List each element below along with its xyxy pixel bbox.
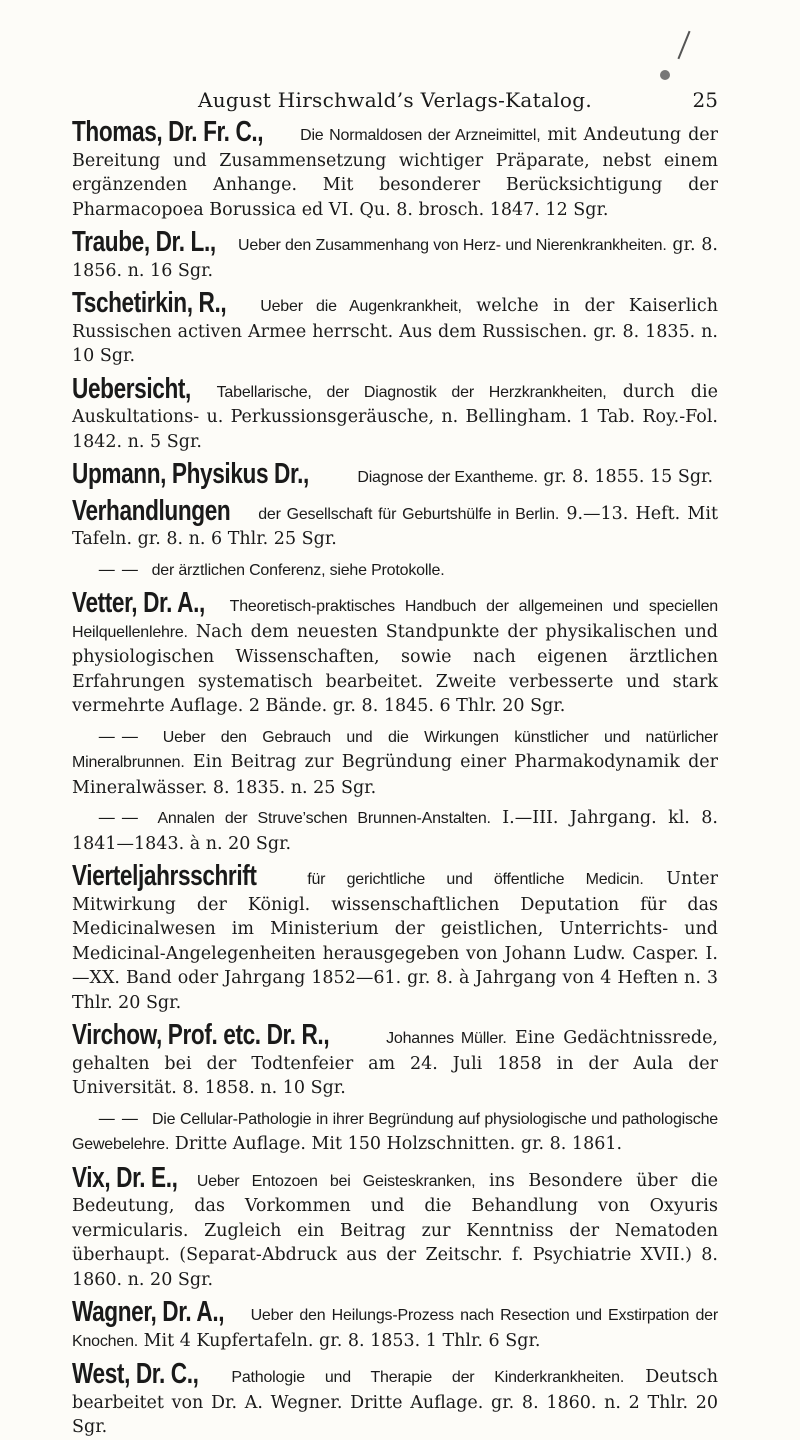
entry-details: Mit 4 Kupfertafeln. gr. 8. 1853. 1 Thlr. 6 Sgr. [143,1330,541,1351]
entry-title: Tabellarische, der Diagnostik der Herzkrankheiten, [216,383,607,401]
entry-title: Annalen der Struve’schen Brunnen-Anstalten. [157,810,491,827]
entry-details: ins Besondere über die Bedeutung, das Vorkommen und die Behandlung von Oxyuris vermicularis. Zugleich ein Beitrag zur Kenntniss der Nematoden überhaupt. (Separat-Abdruck aus der Zeitschr. f. Psychiatrie XVII.) 8. 1860. n. 20 Sgr. [72,1170,718,1290]
page-number: 25 [692,88,718,112]
entry-details: mit Andeutung der Bereitung und Zusammensetzung wichtiger Präparate, nebst einem ergänzenden Anhange. Mit besonderer Berücksichtigung der Pharmacopoea Borussica ed VI. Qu. 8. brosch. 1847. 12 Sgr. [72,125,718,220]
catalog-sub-entry [72,1107,718,1158]
entry-title: Pathologie und Therapie der Kinderkrankheiten. [231,1369,625,1386]
entry-title: Die Cellular-Pathologie in ihrer Begründung auf physiologische und pathologische Gewebelehre. [72,1110,718,1153]
entry-author: Vetter, Dr. A., [72,587,205,619]
entry-author: Upmann, Physikus Dr., [72,458,309,490]
entry-author: Wagner, Dr. A., [72,1296,225,1328]
entry-title: Ueber den Gebrauch und die Wirkungen künstlicher und natürlicher Mineralbrunnen. [72,728,718,771]
page-title: August Hirschwald’s Verlags-Katalog. [197,88,592,112]
catalog-entries [72,116,718,1440]
ditto-dash: — — [98,1108,139,1129]
entry-details: I.—III. Jahrgang. kl. 8. 1841—1843. à n. 20 Sgr. [72,808,718,854]
catalog-entry [72,1296,718,1354]
entry-author: Vix, Dr. E., [72,1161,178,1194]
entry-title: Ueber den Heilungs-Prozess nach Resection und Exstirpation der Knochen. [72,1307,718,1350]
entry-author: Virchow, Prof. etc. Dr. R., [72,1019,330,1051]
ditto-dash: — — [98,559,139,580]
entry-title: der Gesellschaft für Geburtshülfe in Berlin. [258,505,560,523]
catalog-sub-entry [72,806,718,856]
entry-author: Traube, Dr. L., [72,226,216,258]
ditto-dash: — — [98,726,139,747]
entry-details: Eine Gedächtnissrede, gehalten bei der Todtenfeier am 24. Juli 1858 in der Aula der Universität. 8. 1858. n. 10 Sgr. [72,1028,718,1098]
entry-title: Die Normaldosen der Arzneimittel, [300,127,541,144]
entry-title: Ueber die Augenkrankheit, [260,298,462,315]
entry-title: für gerichtliche und öffentliche Medicin. [307,871,644,888]
entry-details: Deutsch bearbeitet von Dr. A. Wegner. Dritte Auflage. gr. 8. 1860. n. 2 Thlr. 20 Sgr. [72,1367,718,1437]
entry-details: Nach dem neuesten Standpunkte der physikalischen und physiologischen Wissenschaften, sowie nach eigenen ärztlichen Erfahrungen systematisch bearbeitet. Zweite verbesserte und stark vermehrte Auflage. 2 Bände. gr. 8. 1845. 6 Thlr. 20 Sgr. [72,621,718,716]
catalog-entry [72,860,718,1015]
catalog-entry [72,587,718,719]
entry-details: gr. 8. 1855. 15 Sgr. [543,467,714,487]
entry-author: Vierteljahrsschrift [72,860,257,892]
entry-details: gr. 8. 1856. n. 16 Sgr. [72,235,718,281]
catalog-entry [72,226,718,283]
entry-details: welche in der Kaiserlich Russischen activen Armee herrscht. Aus dem Russischen. gr. 8. 1835. n. 10 Sgr. [72,296,718,366]
ditto-dash: — — [98,808,139,828]
page-header [72,0,718,120]
entry-details: durch die Auskultations- u. Perkussionsgeräusche, n. Bellingham. 1 Tab. Roy.-Fol. 1842. n. 5 Sgr. [72,381,718,452]
entry-title: Johannes Müller. [386,1030,507,1047]
catalog-entry [72,1358,718,1440]
entry-details: Dritte Auflage. Mit 150 Holzschnitten. gr. 8. 1861. [174,1134,623,1154]
catalog-entry [72,372,718,455]
entry-author: Tschetirkin, R., [72,287,227,319]
entry-author: Uebersicht, [72,372,191,405]
catalog-sub-entry [72,725,718,801]
entry-author: West, Dr. C., [72,1358,199,1390]
entry-details: 9.—13. Heft. Mit Tafeln. gr. 8. n. 6 Thlr. 25 Sgr. [72,503,718,549]
catalog-entry [72,1019,718,1101]
catalog-entry [72,458,718,491]
entry-author: Verhandlungen [72,494,231,527]
entry-title: der ärztlichen Conferenz, siehe Protokolle. [151,561,445,579]
catalog-entry [72,287,718,369]
catalog-entry [72,116,718,222]
entry-title: Diagnose der Exantheme. [357,469,538,486]
catalog-sub-entry [72,558,718,584]
entry-title: Ueber Entozoen bei Geisteskranken, [196,1172,476,1190]
entry-author: Thomas, Dr. Fr. C., [72,116,264,148]
entry-title: Theoretisch-praktisches Handbuch der allgemeinen und speciellen Heilquellenlehre. [72,598,718,641]
entry-details: Ein Beitrag zur Begründung einer Pharmakodynamik der Mineralwässer. 8. 1835. n. 25 Sgr. [72,752,718,798]
catalog-entry [72,494,718,552]
entry-details: Unter Mitwirkung der Königl. wissenschaftlichen Deputation für das Medicinalwesen im Ministerium der geistlichen, Unterrichts- und Medicinal-Angelegenheiten herausgegeben von Johann Ludw. Casper. I.—XX. Band oder Jahrgang 1852—61. gr. 8. à Jahrgang von 4 Heften n. 3 Thlr. 20 Sgr. [72,869,718,1013]
catalog-entry [72,1161,718,1293]
entry-title: Ueber den Zusammenhang von Herz- und Nierenkrankheiten. [238,237,667,254]
